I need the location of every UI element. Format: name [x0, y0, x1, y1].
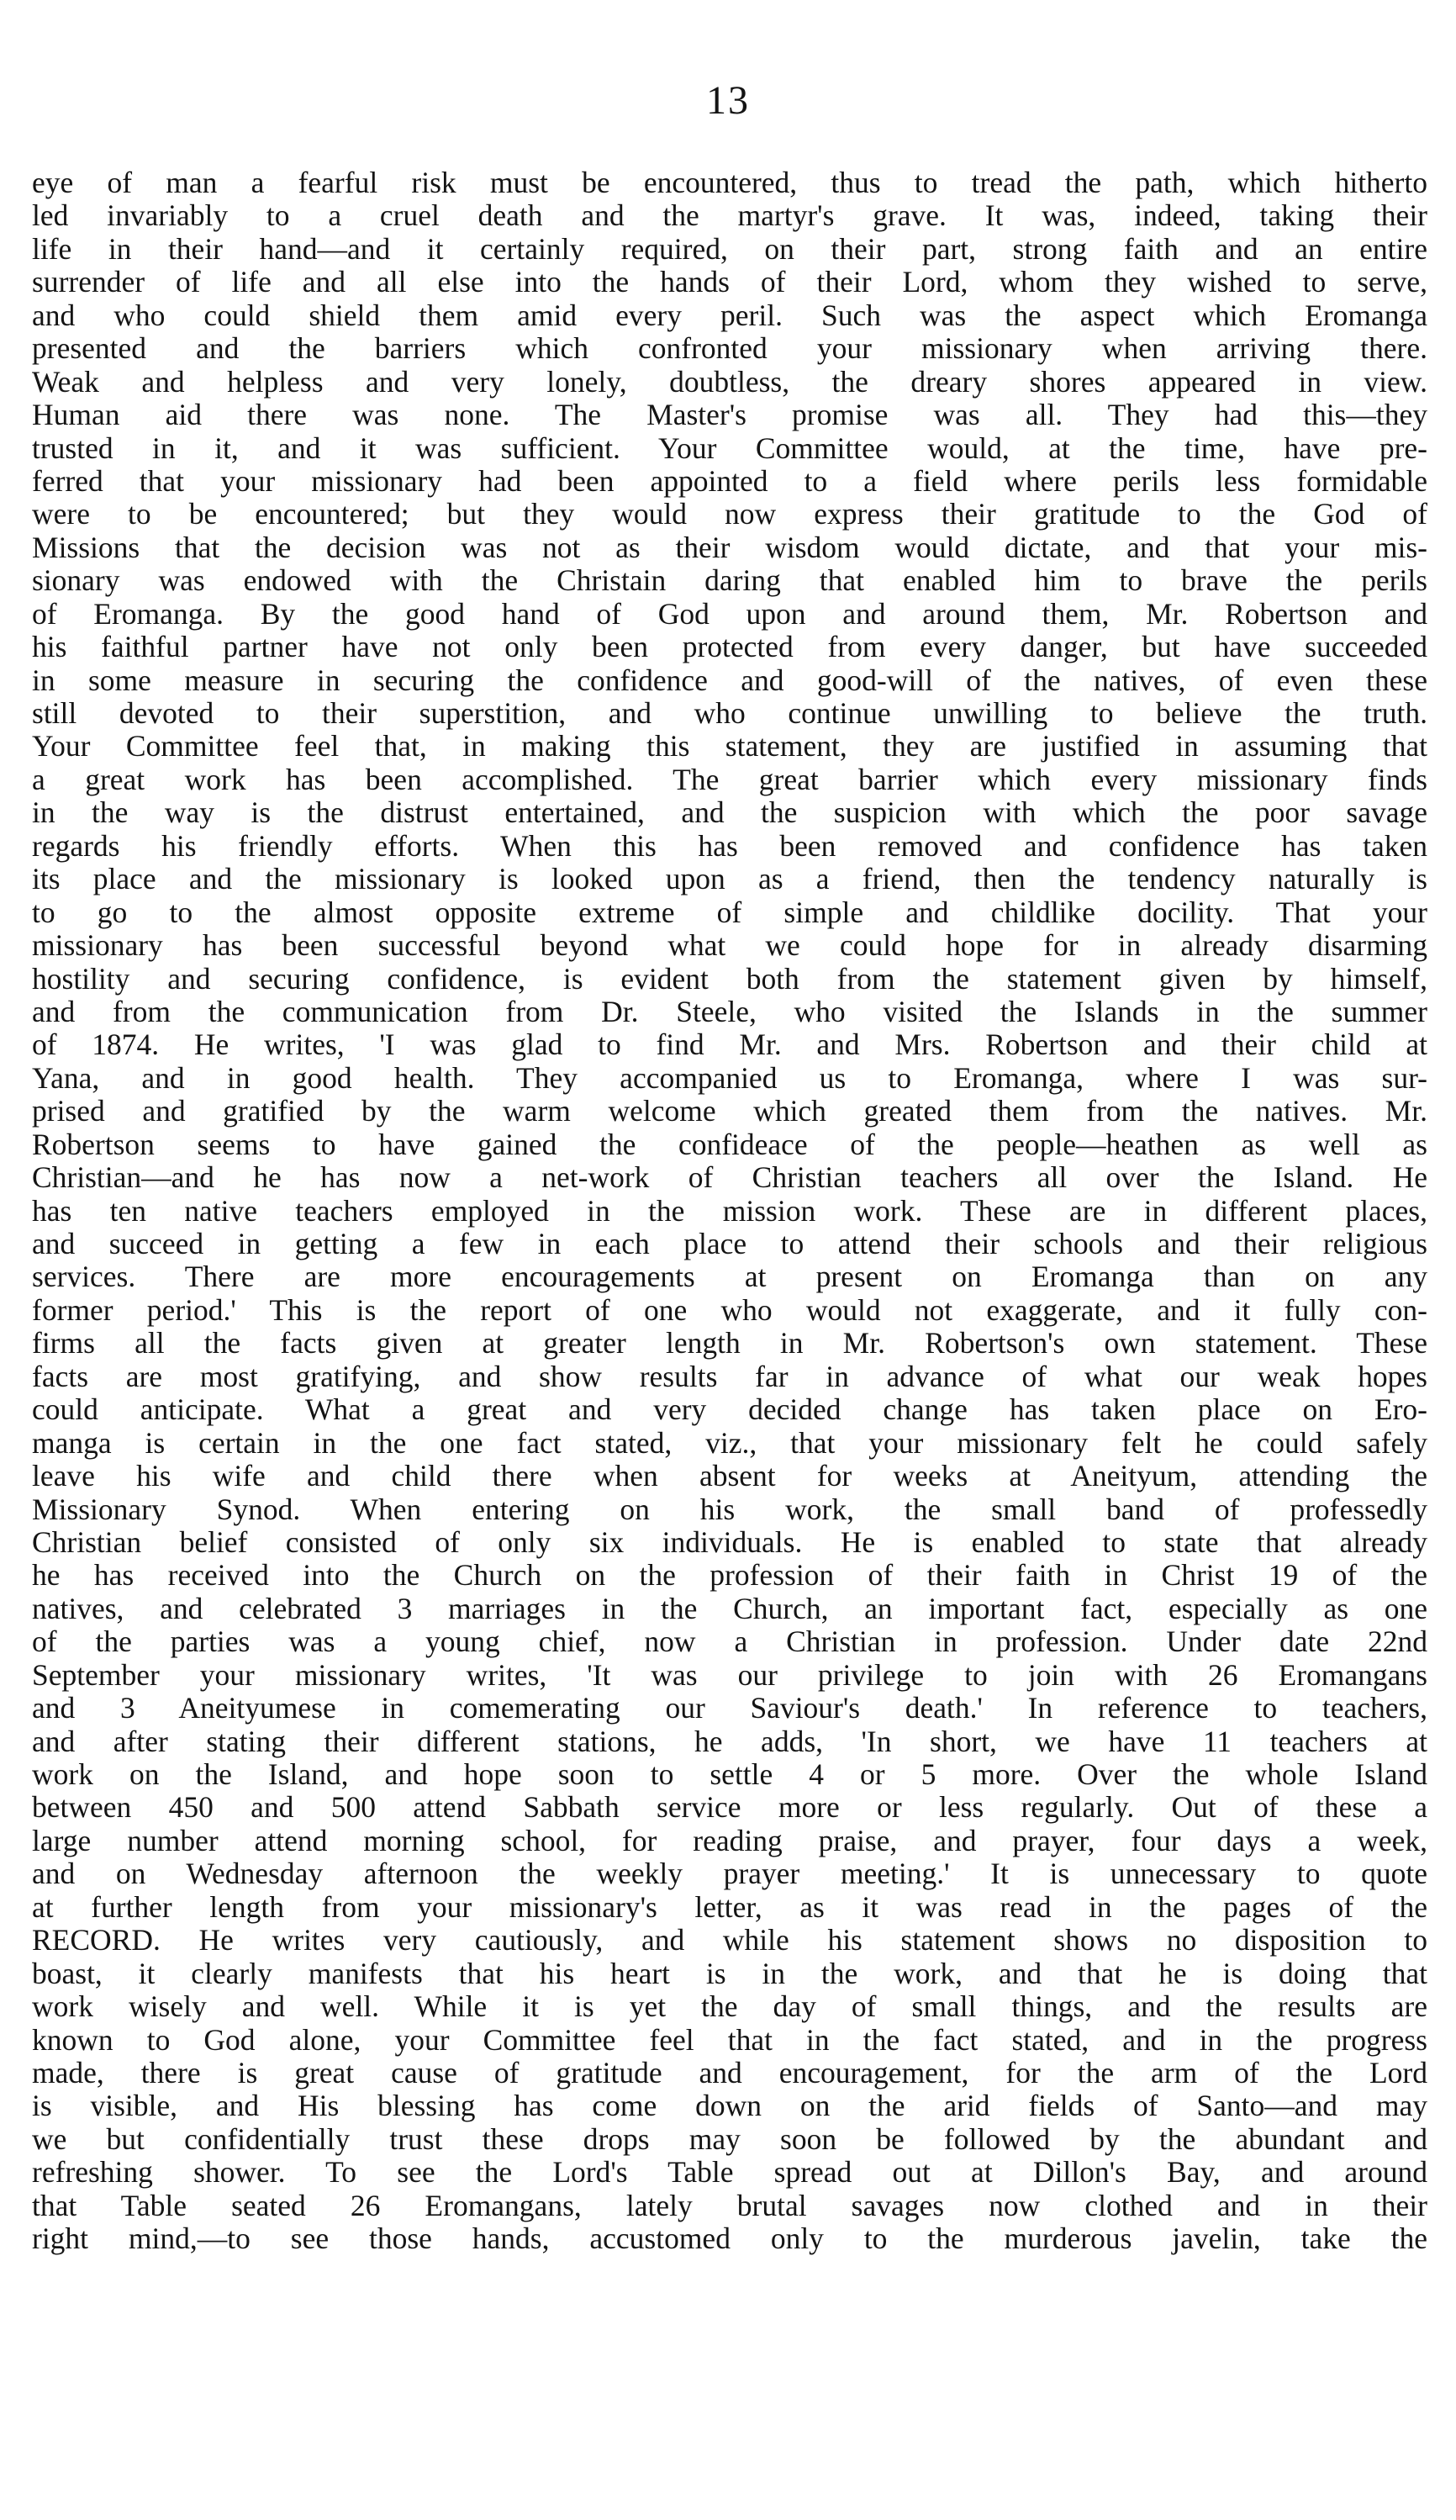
text-line: he has received into the Church on the profession of their faith in Christ 19 of the: [32, 1559, 1427, 1593]
text-line: presented and the barriers which confronted your missionary when arriving there.: [32, 332, 1427, 366]
text-line: trusted in it, and it was sufficient. Your Committee would, at the time, have pre-: [32, 431, 1427, 465]
text-line: could anticipate. What a great and very decided change has taken place on Ero-: [32, 1393, 1427, 1427]
text-line: firms all the facts given at greater length in Mr. Robertson's own statement. These: [32, 1327, 1427, 1360]
text-line: Robertson seems to have gained the confideace of the people—heathen as well as: [32, 1128, 1427, 1161]
text-line: made, there is great cause of gratitude and encouragement, for the arm of the Lord: [32, 2056, 1427, 2089]
text-line: between 450 and 500 attend Sabbath service more or less regularly. Out of these a: [32, 1791, 1427, 1825]
text-line: of 1874. He writes, 'I was glad to find Mr. and Mrs. Robertson and their child at: [32, 1028, 1427, 1062]
text-line: eye of man a fearful risk must be encountered, thus to tread the path, which hitherto: [32, 166, 1427, 199]
text-line: and 3 Aneityumese in comemerating our Saviour's death.' In reference to teachers,: [32, 1692, 1427, 1725]
text-line: we but confidentially trust these drops may soon be followed by the abundant and: [32, 2122, 1427, 2156]
text-line: facts are most gratifying, and show results far in advance of what our weak hopes: [32, 1360, 1427, 1393]
text-line: September your missionary writes, 'It was our privilege to join with 26 Eromangans: [32, 1658, 1427, 1692]
text-line: former period.' This is the report of one who would not exaggerate, and it fully con-: [32, 1293, 1427, 1327]
text-line: led invariably to a cruel death and the martyr's grave. It was, indeed, taking their: [32, 199, 1427, 233]
text-line: hostility and securing confidence, is evident both from the statement given by himself,: [32, 962, 1427, 996]
text-line: work wisely and well. While it is yet the day of small things, and the results are: [32, 1990, 1427, 2024]
text-line: and after stating their different stations, he adds, 'In short, we have 11 teachers at: [32, 1725, 1427, 1758]
text-line: its place and the missionary is looked upon as a friend, then the tendency naturally is: [32, 863, 1427, 896]
text-line: and who could shield them amid every peril. Such was the aspect which Eromanga: [32, 298, 1427, 332]
text-line: Weak and helpless and very lonely, doubtless, the dreary shores appeared in view.: [32, 365, 1427, 399]
text-line: Yana, and in good health. They accompanied us to Eromanga, where I was sur-: [32, 1061, 1427, 1095]
text-line: surrender of life and all else into the hands of their Lord, whom they wished to serve,: [32, 266, 1427, 299]
text-line: regards his friendly efforts. When this has been removed and confidence has taken: [32, 829, 1427, 863]
text-line: work on the Island, and hope soon to settle 4 or 5 more. Over the whole Island: [32, 1758, 1427, 1791]
text-line: ferred that your missionary had been appointed to a field where perils less formidable: [32, 464, 1427, 498]
page-number: 13: [706, 78, 750, 123]
text-line: Christian belief consisted of only six individuals. He is enabled to state that already: [32, 1525, 1427, 1559]
text-line: Christian—and he has now a net-work of Christian teachers all over the Island. He: [32, 1161, 1427, 1195]
text-line: still devoted to their superstition, and who continue unwilling to believe the truth.: [32, 697, 1427, 730]
text-line: services. There are more encouragements at present on Eromanga than on any: [32, 1260, 1427, 1294]
text-line: large number attend morning school, for reading praise, and prayer, four days a week,: [32, 1824, 1427, 1857]
text-line: of Eromanga. By the good hand of God upon and around them, Mr. Robertson and: [32, 597, 1427, 631]
text-line: Human aid there was none. The Master's promise was all. They had this—they: [32, 399, 1427, 432]
text-line: manga is certain in the one fact stated, viz., that your missionary felt he could safely: [32, 1426, 1427, 1460]
text-line: leave his wife and child there when absent for weeks at Aneityum, attending the: [32, 1460, 1427, 1493]
text-line: known to God alone, your Committee feel that in the fact stated, and in the progress: [32, 2023, 1427, 2057]
text-line: were to be encountered; but they would now express their gratitude to the God of: [32, 498, 1427, 531]
text-line: Your Committee feel that, in making this statement, they are justified in assuming that: [32, 730, 1427, 763]
text-line: his faithful partner have not only been protected from every danger, but have succeeded: [32, 631, 1427, 664]
text-line: RECORD. He writes very cautiously, and while his statement shows no disposition to: [32, 1924, 1427, 1957]
body-text: [32, 166, 1427, 2256]
text-line: of the parties was a young chief, now a Christian in profession. Under date 22nd: [32, 1625, 1427, 1659]
text-line: and from the communication from Dr. Steele, who visited the Islands in the summer: [32, 995, 1427, 1028]
text-line: is visible, and His blessing has come down on the arid fields of Santo—and may: [32, 2089, 1427, 2123]
text-line: prised and gratified by the warm welcome which greated them from the natives. Mr.: [32, 1095, 1427, 1128]
text-line: and succeed in getting a few in each place to attend their schools and their religious: [32, 1228, 1427, 1260]
text-line: a great work has been accomplished. The great barrier which every missionary finds: [32, 763, 1427, 796]
text-line: Missionary Synod. When entering on his work, the small band of professedly: [32, 1492, 1427, 1526]
text-line: refreshing shower. To see the Lord's Table spread out at Dillon's Bay, and around: [32, 2156, 1427, 2190]
text-line: at further length from your missionary's letter, as it was read in the pages of the: [32, 1890, 1427, 1924]
text-line: natives, and celebrated 3 marriages in the Church, an important fact, especially as one: [32, 1592, 1427, 1625]
text-line: in some measure in securing the confidence and good-will of the natives, of even these: [32, 663, 1427, 697]
text-line: life in their hand—and it certainly required, on their part, strong faith and an entire: [32, 232, 1427, 266]
text-line: right mind,—to see those hands, accustomed only to the murderous javelin, take the: [32, 2222, 1427, 2256]
text-line: missionary has been successful beyond what we could hope for in already disarming: [32, 929, 1427, 963]
text-line: sionary was endowed with the Christain daring that enabled him to brave the perils: [32, 564, 1427, 598]
text-line: and on Wednesday afternoon the weekly prayer meeting.' It is unnecessary to quote: [32, 1857, 1427, 1891]
text-line: to go to the almost opposite extreme of simple and childlike docility. That your: [32, 895, 1427, 929]
text-line: Missions that the decision was not as their wisdom would dictate, and that your mis-: [32, 531, 1427, 564]
text-line: boast, it clearly manifests that his heart is in the work, and that he is doing that: [32, 1957, 1427, 1990]
text-line: in the way is the distrust entertained, and the suspicion with which the poor savage: [32, 796, 1427, 830]
text-line: that Table seated 26 Eromangans, lately brutal savages now clothed and in their: [32, 2189, 1427, 2222]
text-line: has ten native teachers employed in the mission work. These are in different places,: [32, 1194, 1427, 1228]
